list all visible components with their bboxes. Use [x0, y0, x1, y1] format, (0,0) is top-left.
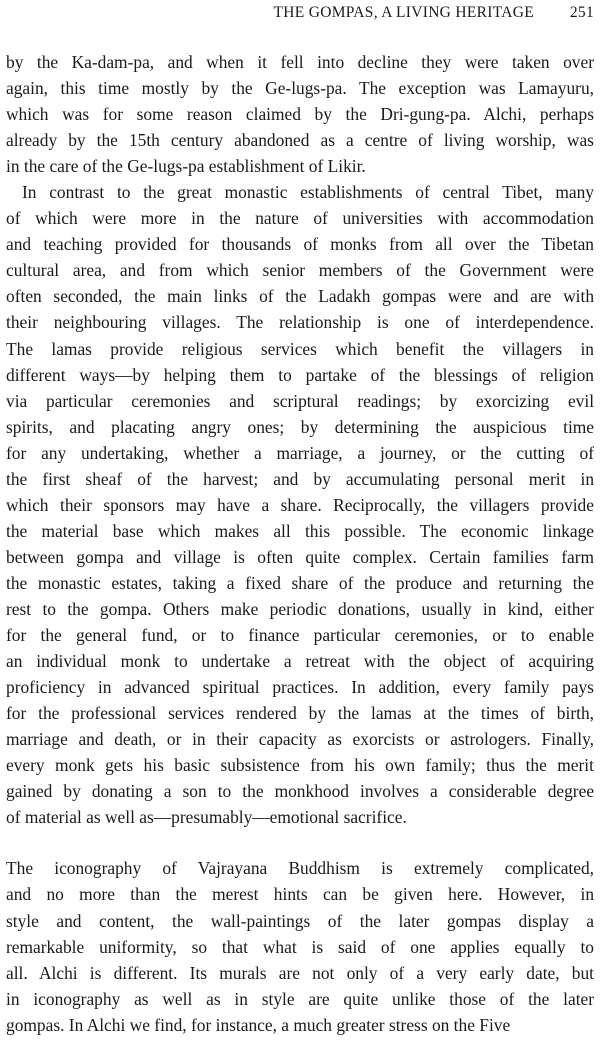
- text-line: of which were more in the nature of universities with accommodation: [6, 208, 594, 229]
- text-line: in the care of the Ge-lugs-pa establishment of Likir.: [6, 156, 366, 177]
- text-line: in iconography as well as in style are quite unlike those of the later: [6, 988, 595, 1009]
- text-line: cultural area, and from which senior members of the Government were: [6, 260, 594, 281]
- text-line: the material base which makes all this possible. The economic linkage: [6, 520, 594, 541]
- text-line: all. Alchi is different. Its murals are not only of a very early date, but: [6, 962, 595, 983]
- running-head-title: THE GOMPAS, A LIVING HERITAGE: [273, 4, 534, 21]
- text-line: for the professional services rendered by the lamas at the times of birth,: [6, 703, 595, 724]
- paragraph: [6, 49, 594, 179]
- text-line: spirits, and placating angry ones; by determining the auspicious time: [6, 416, 595, 437]
- text-line: by the Ka-dam-pa, and when it fell into decline they were taken over: [6, 52, 594, 72]
- text-line: proficiency in advanced spiritual practices. In addition, every family pays: [6, 677, 594, 698]
- paragraph-gap: [6, 830, 594, 855]
- text-line: and teaching provided for thousands of monks from all over the Tibetan: [6, 234, 594, 255]
- text-line: for any undertaking, whether a marriage, a journey, or the cutting of: [6, 442, 595, 463]
- text-line: of material as well as—presumably—emotional sacrifice.: [6, 807, 407, 828]
- text-line: for the general fund, or to finance particular ceremonies, or to enable: [6, 625, 595, 646]
- text-line: remarkable uniformity, so that what is said of one applies equally to: [6, 936, 594, 957]
- text-line: marriage and death, or in their capacity as exorcists or astrologers. Finally,: [6, 729, 595, 750]
- text-line: style and content, the wall-paintings of the later gompas display a: [6, 910, 594, 931]
- page-number: 251: [569, 4, 594, 21]
- paragraph: [6, 179, 594, 830]
- running-head: [0, 4, 600, 30]
- text-line: rest to the gompa. Others make periodic donations, usually in kind, either: [6, 598, 594, 619]
- text-line: already by the 15th century abandoned as a centre of living worship, was: [6, 130, 594, 151]
- text-line: via particular ceremonies and scriptural readings; by exorcizing evil: [6, 390, 595, 411]
- text-line: which was for some reason claimed by the Dri-gung-pa. Alchi, perhaps: [6, 104, 594, 125]
- text-line: gained by donating a son to the monkhood involves a considerable degree: [6, 781, 595, 802]
- text-line: again, this time mostly by the Ge-lugs-pa. The exception was Lamayuru,: [6, 78, 594, 99]
- text-line: different ways—by helping them to partake of the blessings of religion: [6, 364, 594, 385]
- text-line: between gompa and village is often quite complex. Certain families farm: [6, 546, 595, 567]
- paragraph: [6, 855, 594, 1037]
- text-line: the first sheaf of the harvest; and by accumulating personal merit in: [6, 468, 595, 489]
- text-line: an individual monk to undertake a retreat with the object of acquiring: [6, 651, 595, 672]
- text-line: The lamas provide religious services which benefit the villagers in: [6, 338, 594, 359]
- body-text: [6, 49, 594, 1038]
- text-line: gompas. In Alchi we find, for instance, a much greater stress on the Five: [6, 1014, 511, 1035]
- text-line: which their sponsors may have a share. Reciprocally, the villagers provide: [6, 494, 594, 515]
- text-line: every monk gets his basic subsistence from his own family; thus the merit: [6, 755, 594, 776]
- text-line: In contrast to the great monastic establishments of central Tibet, many: [22, 182, 594, 203]
- text-line: often seconded, the main links of the Ladakh gompas were and are with: [6, 286, 595, 307]
- text-line: and no more than the merest hints can be given here. However, in: [6, 884, 595, 905]
- text-line: their neighbouring villages. The relationship is one of interdependence.: [6, 312, 594, 333]
- text-line: The iconography of Vajrayana Buddhism is extremely complicated,: [6, 858, 595, 879]
- text-line: the monastic estates, taking a fixed share of the produce and returning the: [6, 572, 594, 593]
